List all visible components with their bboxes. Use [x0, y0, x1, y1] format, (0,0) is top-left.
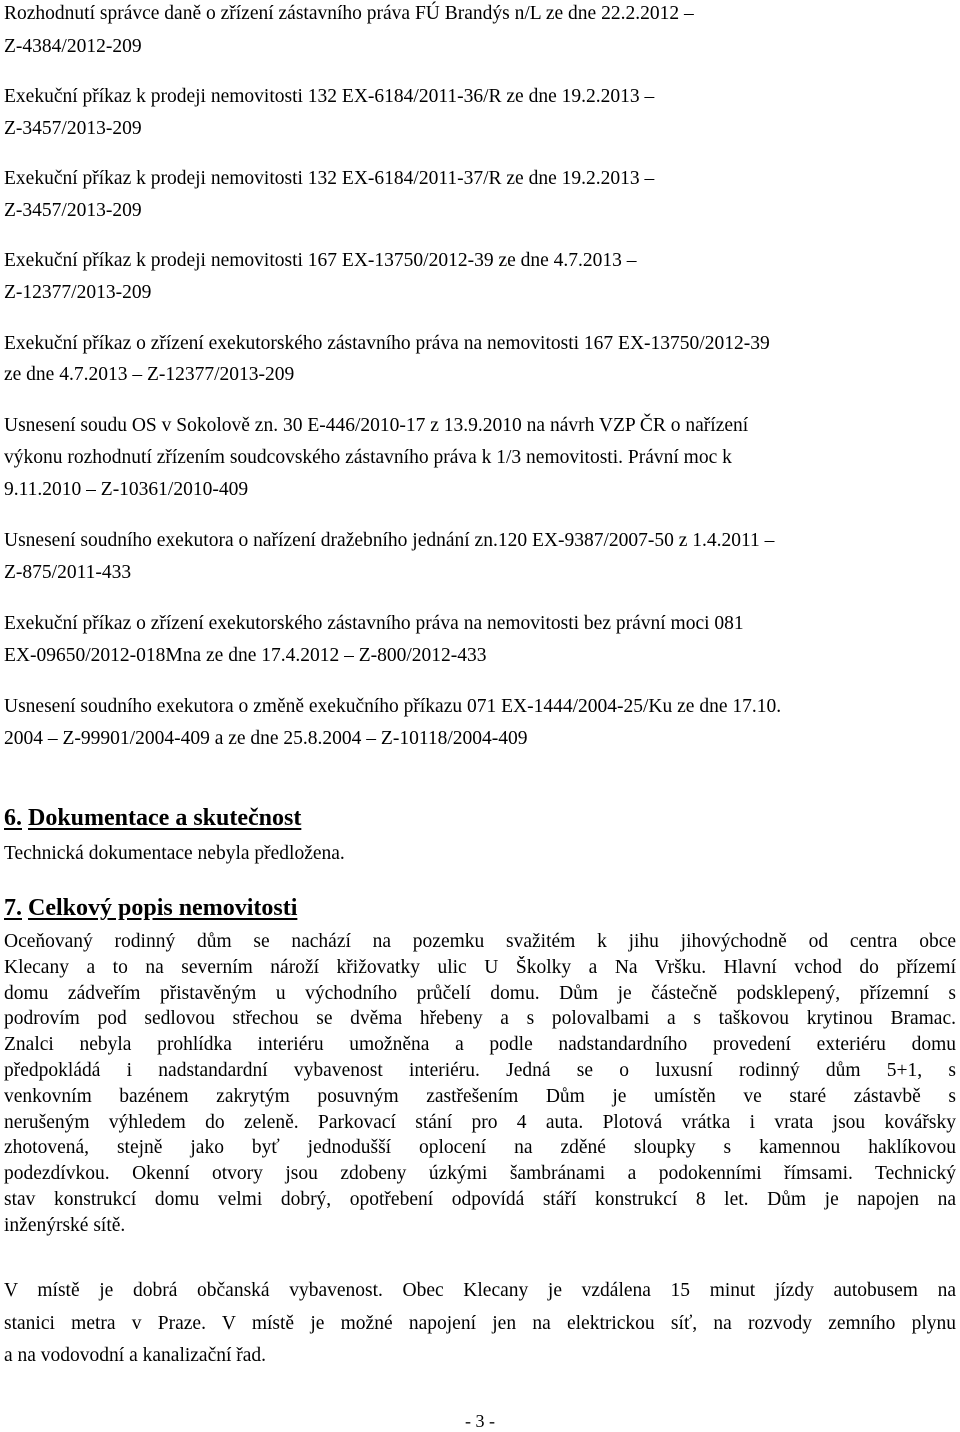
- record-1-line-1: Rozhodnutí správce daně o zřízení zástavního práva FÚ Brandýs n/L ze dne 22.2.2012 –: [4, 3, 694, 24]
- record-1-line-2: Z-4384/2012-209: [4, 36, 142, 57]
- section-7-number: 7.: [4, 895, 22, 921]
- record-7-line-1: Usnesení soudního exekutora o nařízení dražebního jednání zn.120 EX-9387/2007-50 z 1.4.2011 –: [4, 530, 775, 551]
- record-9-line-1: Usnesení soudního exekutora o změně exekučního příkazu 071 EX-1444/2004-25/Ku ze dne 17.10.: [4, 696, 782, 717]
- paragraph-line: zhotovená, stejně jako byť jednodušší oplocení na zděné sloupky s kamennou haklíkovou: [4, 1137, 956, 1159]
- record-4-line-2: Z-12377/2013-209: [4, 282, 152, 303]
- paragraph-line: Oceňovaný rodinný dům se nachází na pozemku svažitém k jihu jihovýchodně od centra obce: [4, 931, 956, 952]
- record-8-line-2: EX-09650/2012-018Mna ze dne 17.4.2012 – Z-800/2012-433: [4, 645, 487, 666]
- section-7-title: Celkový popis nemovitosti: [28, 895, 298, 921]
- section-6-text: Technická dokumentace nebyla předložena.: [4, 843, 345, 864]
- paragraph-line: inženýrské sítě.: [4, 1214, 126, 1236]
- paragraph-line: Znalci nebyla prohlídka interiéru umožněna a podle nadstandardního provedení exteriéru domu: [4, 1034, 956, 1056]
- paragraph-line: a na vodovodní a kanalizační řad.: [4, 1345, 267, 1366]
- paragraph-line: stanici metra v Praze. V místě je možné napojení jen na elektrickou síť, na rozvody zemního plynu: [4, 1312, 956, 1334]
- record-8-line-1: Exekuční příkaz o zřízení exekutorského zástavního práva na nemovitosti bez právní moci 081: [4, 613, 744, 634]
- paragraph-line: podezdívkou. Okenní otvory jsou zdobeny úzkými šambránami a podokenními římsami. Technický: [4, 1163, 956, 1185]
- record-4-line-1: Exekuční příkaz k prodeji nemovitosti 167 EX-13750/2012-39 ze dne 4.7.2013 –: [4, 250, 637, 271]
- paragraph-line: venkovním bazénem zakrytým posuvným zastřešením Dům je umístěn ve staré zástavbě s: [4, 1085, 956, 1107]
- record-7-line-2: Z-875/2011-433: [4, 562, 132, 583]
- section-6-heading: [4, 804, 301, 832]
- paragraph-line: domu zádveřím přistavěným u východního průčelí domu. Dům je částečně podsklepený, přízemní s: [4, 982, 956, 1004]
- record-6-line-3: 9.11.2010 – Z-10361/2010-409: [4, 479, 249, 500]
- record-3-line-1: Exekuční příkaz k prodeji nemovitosti 132 EX-6184/2011-37/R ze dne 19.2.2013 –: [4, 168, 655, 189]
- record-5-line-2: ze dne 4.7.2013 – Z-12377/2013-209: [4, 364, 295, 385]
- record-2-line-1: Exekuční příkaz k prodeji nemovitosti 132 EX-6184/2011-36/R ze dne 19.2.2013 –: [4, 86, 655, 107]
- paragraph-line: podrovím pod sedlovou střechou se dvěma hřebeny a s polovalbami a s taškovou krytinou Bramac.: [4, 1008, 956, 1030]
- record-9-line-2: 2004 – Z-99901/2004-409 a ze dne 25.8.2004 – Z-10118/2004-409: [4, 728, 528, 749]
- record-3-line-2: Z-3457/2013-209: [4, 200, 142, 221]
- section-7-heading: [4, 894, 297, 922]
- record-5-line-1: Exekuční příkaz o zřízení exekutorského zástavního práva na nemovitosti 167 EX-13750/2012-39: [4, 333, 770, 354]
- section-6-number: 6.: [4, 805, 22, 831]
- paragraph-line: nerušeným výhledem do zeleně. Parkovací stání pro 4 auta. Plotová vrátka i vrata jsou kovářsky: [4, 1111, 956, 1133]
- record-2-line-2: Z-3457/2013-209: [4, 118, 142, 139]
- paragraph-line: Klecany a to na severním nároží křižovatky ulic U Školky a Na Vršku. Hlavní vchod do přízemí: [4, 956, 956, 978]
- paragraph-line: stav konstrukcí domu velmi dobrý, opotřebení odpovídá stáří konstrukcí 8 let. Dům je napojen na: [4, 1189, 956, 1210]
- page-number: - 3 -: [465, 1411, 495, 1431]
- section-6-title: Dokumentace a skutečnost: [28, 805, 302, 831]
- paragraph-line: předpokládá i nadstandardní vybavenost interiéru. Jedná se o luxusní rodinný dům 5+1, s: [4, 1060, 956, 1081]
- paragraph-line: V místě je dobrá občanská vybavenost. Obec Klecany je vzdálena 15 minut jízdy autobusem na: [4, 1280, 956, 1301]
- record-6-line-1: Usnesení soudu OS v Sokolově zn. 30 E-446/2010-17 z 13.9.2010 na návrh VZP ČR o nařízení: [4, 415, 749, 436]
- record-6-line-2: výkonu rozhodnutí zřízením soudcovského zástavního práva k 1/3 nemovitosti. Právní moc k: [4, 447, 732, 468]
